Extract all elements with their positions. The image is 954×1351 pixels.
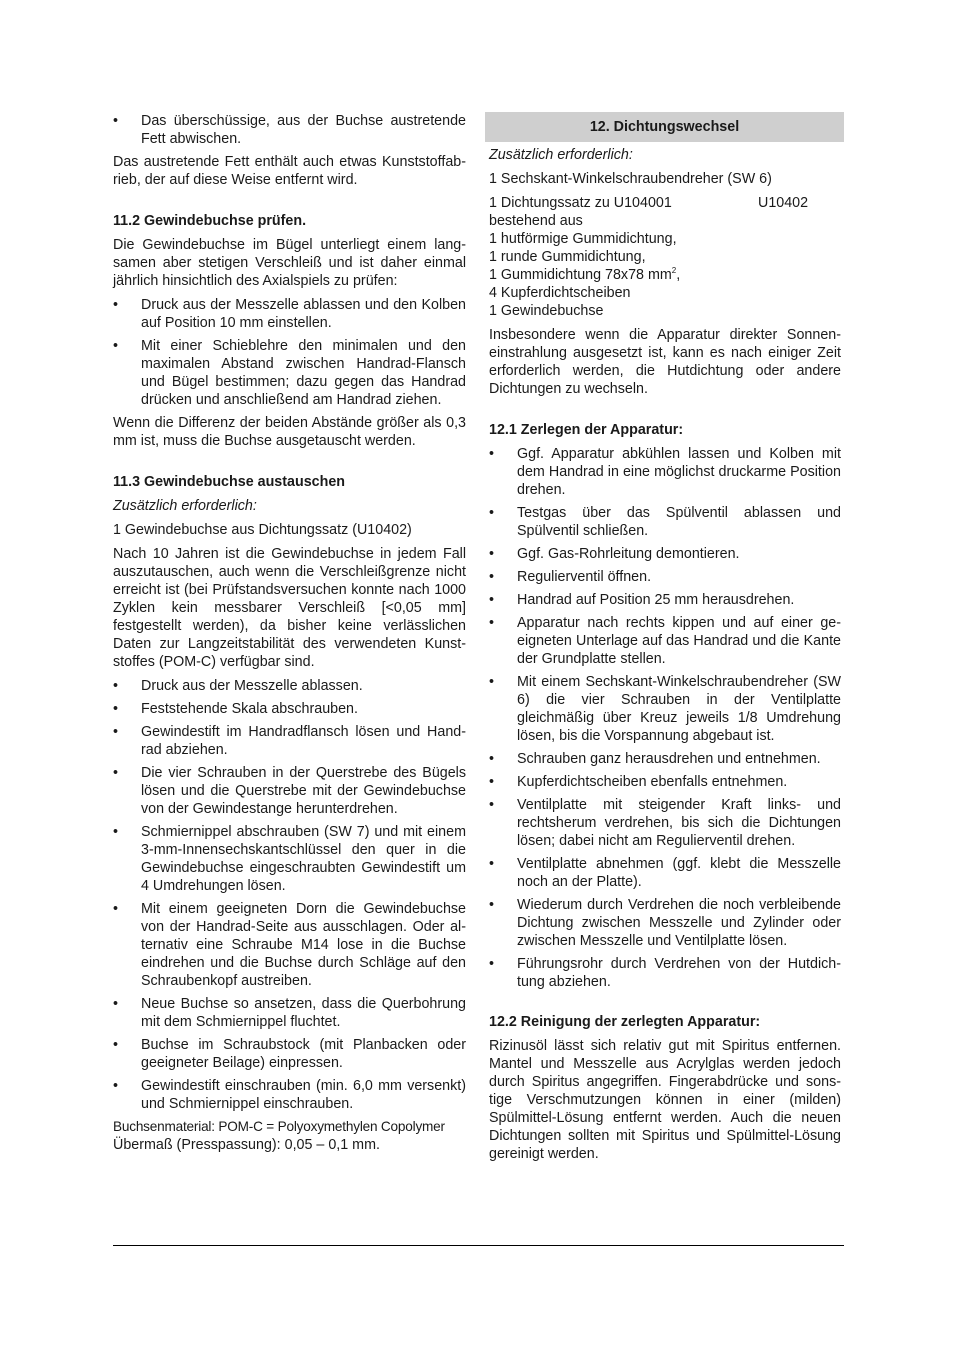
section-header-12: 12. Dichtungswechsel <box>485 112 844 142</box>
kit-row <box>489 194 841 212</box>
required-item: 1 Gewindebuchse aus Dichtungssatz (U10402) <box>113 522 412 538</box>
required-tool: 1 Sechskant-Winkelschraubendreher (SW 6) <box>489 171 772 187</box>
list-item: • Druck aus der Messzelle ablassen und den Kolben auf Position 10 mm einstellen. <box>113 296 466 332</box>
kit-item-tail: , <box>676 267 681 283</box>
list-item: • Gewindestift einschrauben (min. 6,0 mm versenkt) und Schmiernippel einschrauben. <box>113 1077 466 1113</box>
required-label: Zusätzlich erforderlich: <box>113 498 257 514</box>
list-item: • Mit einem Sechskant-Winkelschraubendreher (SW 6) die vier Schrauben in der Ventilplatte gleichmäßig über Kreuz jeweils 1/8 Umdrehung lösen, bis die Vorspannung abgebaut ist. <box>489 673 841 745</box>
list-item: • Ggf. Gas-Rohrleitung demontieren. <box>489 545 841 563</box>
section-title-12-2: 12.2 Reinigung der zerlegten Apparatur: <box>489 1014 761 1030</box>
list-item: • Testgas über das Spülventil ablassen und Spülventil schließen. <box>489 504 841 540</box>
kit-name: 1 Dichtungssatz zu U104001 <box>489 195 672 211</box>
kit-item: 4 Kupferdichtscheiben <box>489 285 631 301</box>
intro-bullet-list <box>113 112 466 148</box>
list-item: • Ventilplatte mit steigender Kraft links- und rechtsherum verdrehen, bis sich die Dichtungen lösen; dabei nicht am Regulierventil drehen. <box>489 796 841 850</box>
right-column <box>485 112 844 1169</box>
kit-code: U10402 <box>758 195 809 211</box>
required-label: Zusätzlich erforderlich: <box>489 147 633 163</box>
list-item: • Die vier Schrauben in der Querstrebe des Bügels lösen und die Querstrebe mit der Gewindebuchse von der Gewindestange herunterdrehen. <box>113 764 466 818</box>
kit-item: 1 Gewindebuchse <box>489 303 604 319</box>
list-item: • Schmiernippel abschrauben (SW 7) und mit einem 3-mm-Innensechskantschlüssel den quer in die Gewindebuchse eingeschraubten Gewindestift um 4 Umdrehungen lösen. <box>113 823 466 895</box>
list-item: • Das überschüssige, aus der Buchse austretende Fett abwischen. <box>113 112 466 148</box>
kit-item <box>489 266 841 284</box>
list-item: • Feststehende Skala abschrauben. <box>113 700 466 718</box>
kit-consisting: bestehend aus <box>489 213 583 229</box>
section-note-11-2: Wenn die Differenz der beiden Abstände größer als 0,3 mm ist, muss die Buchse ausgetauscht werden. <box>113 415 466 449</box>
list-item: • Wiederum durch Verdrehen die noch verbleibende Dichtung zwischen Messzelle und Zylinder oder zwischen Messzelle und Ventilplatte lösen. <box>489 896 841 950</box>
bullet-list-11-3 <box>113 677 466 1113</box>
oversize-note: Übermaß (Presspassung): 0,05 – 0,1 mm. <box>113 1137 380 1153</box>
section-text-11-3: Nach 10 Jahren ist die Gewindebuchse in jedem Fall auszutauschen, auch wenn die Verschleißgrenze nicht erreicht ist (bei Prüfstandsversuchen konnte nach 1000 Zyklen kein messbarer Verschleiß [<0,05 mm] festgestellt werden), da bisher keine verlässlichen Daten zur Langzeitstabilität des verwendeten Kunststoffes (POM-C) verfügbar sind. <box>113 546 466 670</box>
section-title-11-3: 11.3 Gewindebuchse austauschen <box>113 474 346 490</box>
footer-rule <box>113 1245 844 1246</box>
list-item: • Druck aus der Messzelle ablassen. <box>113 677 466 695</box>
list-item: • Schrauben ganz herausdrehen und entnehmen. <box>489 750 841 768</box>
list-item: • Ggf. Apparatur abkühlen lassen und Kolben mit dem Handrad in eine möglichst druckarme Position drehen. <box>489 445 841 499</box>
list-item: • Handrad auf Position 25 mm herausdrehen. <box>489 591 841 609</box>
section-text-11-2: Die Gewindebuchse im Bügel unterliegt einem langsamen aber stetigen Verschleiß und ist daher einmal jährlich hinsichtlich des Axialspiels zu prüfen: <box>113 237 466 289</box>
list-item: • Regulierventil öffnen. <box>489 568 841 586</box>
intro-text: Das austretende Fett enthält auch etwas Kunststoffabrieb, der auf diese Weise entfernt wird. <box>113 154 466 188</box>
section-intro-12: Insbesondere wenn die Apparatur direkter Sonneneinstrahlung ausgesetzt ist, kann es nach einiger Zeit erforderlich werden, die Hutdichtung oder andere Dichtungen zu wechseln. <box>489 327 841 397</box>
bullet-list-12-1 <box>489 445 841 991</box>
list-item: • Mit einer Schieblehre den minimalen und den maximalen Abstand zwischen Handrad-Flansch und Bügel bestimmen; dazu gegen das Handrad drücken und anschließend am Handrad ziehen. <box>113 337 466 409</box>
bullet-list-11-2 <box>113 296 466 409</box>
list-item: • Neue Buchse so ansetzen, dass die Querbohrung mit dem Schmiernippel fluchtet. <box>113 995 466 1031</box>
section-title-12-1: 12.1 Zerlegen der Apparatur: <box>489 422 684 438</box>
kit-item-text: 1 Gummidichtung 78x78 mm <box>489 267 672 283</box>
kit-item-superscript: 2 <box>671 266 677 276</box>
kit-item: 1 hutförmige Gummidichtung, <box>489 231 677 247</box>
list-item: • Gewindestift im Handradflansch lösen und Handrad abziehen. <box>113 723 466 759</box>
list-item: • Führungsrohr durch Verdrehen von der Hutdichtung abziehen. <box>489 955 841 991</box>
list-item: • Kupferdichtscheiben ebenfalls entnehmen. <box>489 773 841 791</box>
kit-item: 1 runde Gummidichtung, <box>489 249 646 265</box>
list-item: • Apparatur nach rechts kippen und auf einer geeigneten Unterlage auf das Handrad und die Kante der Grundplatte stellen. <box>489 614 841 668</box>
material-note: Buchsenmaterial: POM-C = Polyoxymethylen Copolymer <box>113 1119 445 1134</box>
left-column <box>113 112 466 1154</box>
list-item: • Buchse im Schraubstock (mit Planbacken oder geeigneter Beilage) einpressen. <box>113 1036 466 1072</box>
list-item: • Mit einem geeigneten Dorn die Gewindebuchse von der Handrad-Seite aus ausschlagen. Oder alternativ eine Schraube M14 lose in die Buchse eindrehen und die Buchse durch Schläge auf den Schraubenkopf austreiben. <box>113 900 466 990</box>
section-text-12-2: Rizinusöl lässt sich relativ gut mit Spiritus entfernen. Mantel und Messzelle aus Acrylglas werden jedoch durch Spiritus angegriffen. Fingerabdrücke und sonstige Verschmutzungen können in einer (milden) Spülmittel-Lösung entfernt werden. Auch die neuen Dichtungen sollten mit Spiritus und Spülmittel-Lösung gereinigt werden. <box>489 1038 841 1162</box>
list-item: • Ventilplatte abnehmen (ggf. klebt die Messzelle noch an der Platte). <box>489 855 841 891</box>
section-title-11-2: 11.2 Gewindebuchse prüfen. <box>113 213 307 229</box>
